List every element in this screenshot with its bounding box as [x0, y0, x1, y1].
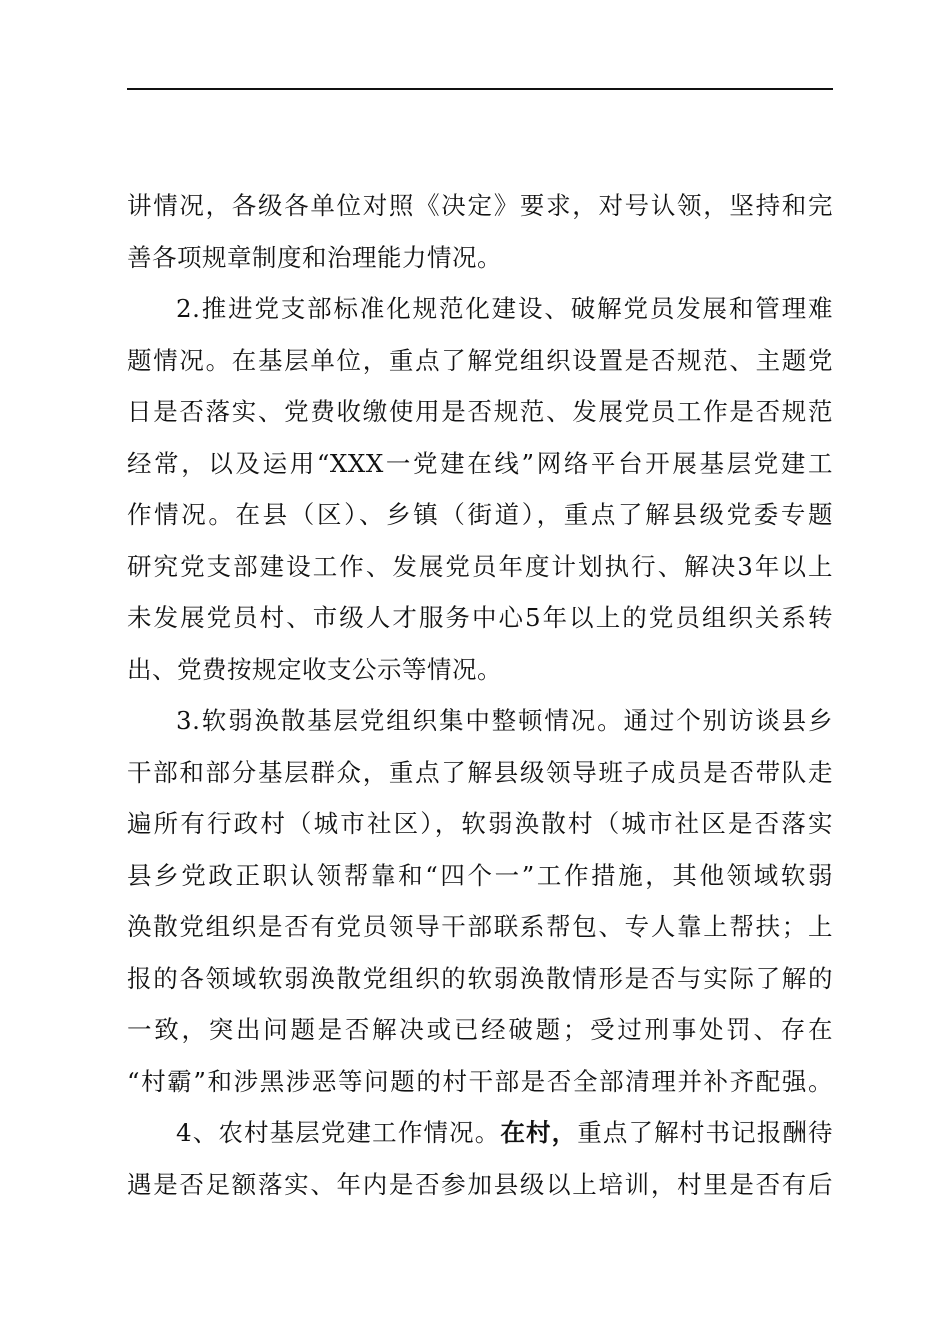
paragraph-line: 一致，突出问题是否解决或已经破题；受过刑事处罚、存在: [127, 1015, 833, 1044]
paragraph-line: 干部和部分基层群众，重点了解县级领导班子成员是否带队走: [127, 757, 833, 787]
paragraph-line: 县乡党政正职认领帮靠和“四个一”工作措施，其他领域软弱: [127, 860, 833, 890]
paragraph-line: 遇是否足额落实、年内是否参加县级以上培训，村里是否有后: [127, 1169, 833, 1199]
paragraph-line: “村霸”和涉黑涉恶等问题的村干部是否全部清理并补齐配强。: [127, 1066, 833, 1096]
section4-prefix: 4、农村基层党建工作情况。: [176, 1118, 501, 1147]
header-rule: [127, 88, 833, 90]
paragraph-line: 经常，以及运用“XXX一党建在线”网络平台开展基层党建工: [127, 448, 833, 478]
paragraph-line: 未发展党员村、市级人才服务中心5年以上的党员组织关系转: [127, 603, 833, 632]
paragraph-line: 出、党费按规定收支公示等情况。: [127, 654, 502, 684]
section-heading-line: 3.软弱涣散基层党组织集中整顿情况。通过个别访谈县乡: [176, 706, 833, 735]
paragraph-line: 讲情况，各级各单位对照《决定》要求，对号认领，坚持和完: [127, 191, 833, 220]
document-body: [127, 180, 833, 1210]
paragraph-line: 遍所有行政村（城市社区），软弱涣散村（城市社区是否落实: [127, 809, 833, 838]
section4-bold-label: 在村，: [500, 1118, 578, 1147]
paragraph-line: 报的各领域软弱涣散党组织的软弱涣散情形是否与实际了解的: [127, 963, 833, 993]
paragraph-line: 题情况。在基层单位，重点了解党组织设置是否规范、主题党: [127, 345, 833, 375]
paragraph-line: 作情况。在县（区）、乡镇（街道），重点了解县级党委专题: [127, 500, 833, 529]
section4-suffix: 重点了解村书记报酬待: [577, 1118, 834, 1147]
section-heading-line: [127, 1107, 833, 1159]
paragraph-line: 研究党支部建设工作、发展党员年度计划执行、解决3年以上: [127, 551, 833, 581]
paragraph-line: 善各项规章制度和治理能力情况。: [127, 242, 502, 272]
paragraph-line: 日是否落实、党费收缴使用是否规范、发展党员工作是否规范: [127, 397, 833, 426]
section-heading-line: 2.推进党支部标准化规范化建设、破解党员发展和管理难: [176, 294, 833, 323]
paragraph-line: 涣散党组织是否有党员领导干部联系帮包、专人靠上帮扶；上: [127, 912, 833, 941]
